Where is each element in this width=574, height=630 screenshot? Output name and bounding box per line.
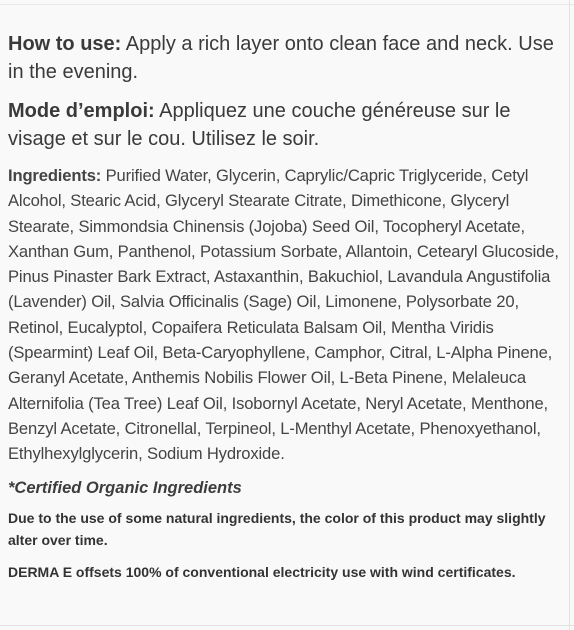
how-to-use-paragraph: [8, 30, 568, 86]
right-edge-divider: [569, 0, 570, 630]
mode-emploi-text: Appliquez une couche généreuse sur le visage et sur le cou. Utilisez le soir.: [8, 100, 511, 150]
mode-emploi-heading: Mode d’emploi:: [8, 100, 155, 122]
bottom-edge-divider: [0, 625, 574, 626]
how-to-use-heading: How to use:: [8, 33, 122, 55]
certified-organic-note: *Certified Organic Ingredients: [8, 479, 242, 497]
wind-certificates-note: DERMA E offsets 100% of conventional electricity use with wind certificates.: [8, 564, 516, 580]
how-to-use-text: Apply a rich layer onto clean face and neck. Use in the evening.: [8, 33, 554, 83]
mode-emploi-paragraph: [8, 97, 568, 153]
top-edge-divider: [0, 4, 574, 5]
natural-ingredients-note: Due to the use of some natural ingredients, the color of this product may slightly alter over time.: [8, 510, 546, 548]
ingredients-paragraph: [8, 163, 568, 467]
ingredients-list: Purified Water, Glycerin, Caprylic/Capric Triglyceride, Cetyl Alcohol, Stearic Acid, Glyceryl Stearate Citrate, Dimethicone, Glyceryl Stearate, Simmondsia Chinensis (Jojoba) Seed Oil, Tocopheryl Acetate, Xanthan Gum, Panthenol, Potassium Sorbate, Allantoin, Cetearyl Glucoside, Pinus Pinaster Bark Extract, Astaxanthin, Bakuchiol, Lavandula Angustifolia (Lavender) Oil, Salvia Officinalis (Sage) Oil, Limonene, Polysorbate 20, Retinol, Eucalyptol, Copaifera Reticulata Balsam Oil, Mentha Viridis (Spearmint) Leaf Oil, Beta-Caryophyllene, Camphor, Citral, L-Alpha Pinene, Geranyl Acetate, Anthemis Nobilis Flower Oil, L-Beta Pinene, Melaleuca Alternifolia (Tea Tree) Leaf Oil, Isobornyl Acetate, Neryl Acetate, Menthone, Benzyl Acetate, Citronellal, Terpineol, L-Menthyl Acetate, Phenoxyethanol, Ethylhexylglycerin, Sodium Hydroxide.: [8, 166, 559, 464]
ingredients-heading: Ingredients:: [8, 166, 102, 185]
